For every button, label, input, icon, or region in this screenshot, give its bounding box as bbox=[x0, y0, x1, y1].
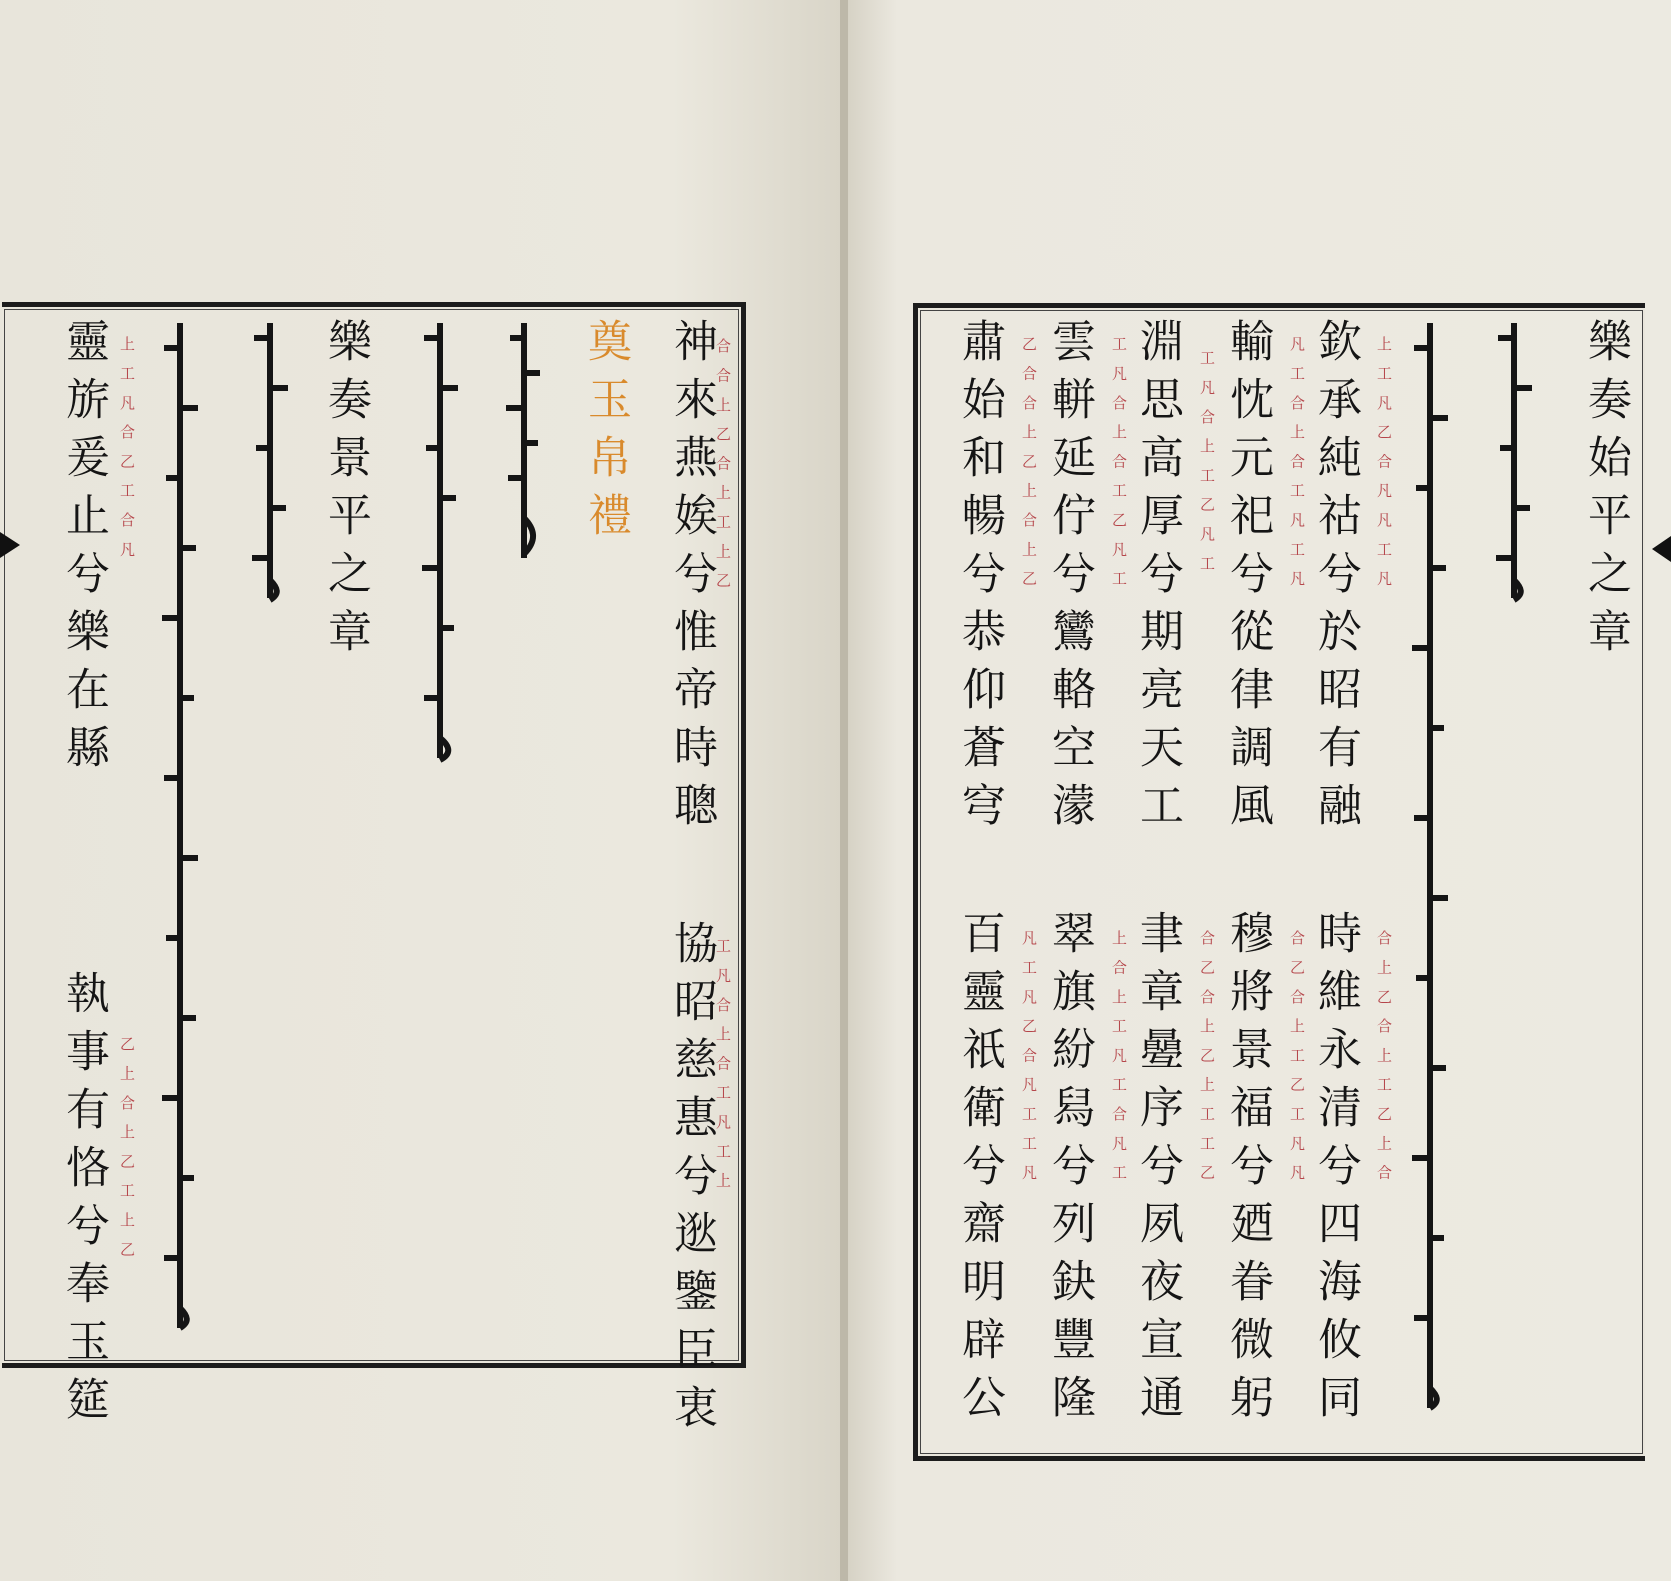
left-page-border bbox=[2, 302, 746, 1368]
left-column-1-lower: 協昭慈惠兮逖鑒臣衷 bbox=[666, 920, 717, 1442]
right-notes-10: 凡工凡乙合凡工工凡 bbox=[1020, 930, 1038, 1194]
manchu-script-column bbox=[240, 318, 310, 608]
left-notes-6: 乙上合上乙工上乙 bbox=[118, 1036, 136, 1271]
right-notes-9: 乙合合上乙上合上乙 bbox=[1020, 336, 1038, 600]
right-notes-6: 合乙合上乙上工工乙 bbox=[1198, 930, 1216, 1194]
right-column-7: 雲軿延佇兮鸞輅空濛 bbox=[1044, 318, 1095, 840]
right-notes-3: 凡工合上合工凡工凡 bbox=[1288, 336, 1306, 600]
manchu-script-column bbox=[1484, 318, 1554, 608]
right-notes-1: 上工凡乙合凡凡工凡 bbox=[1375, 336, 1393, 600]
manchu-script-column bbox=[494, 318, 564, 568]
section-title-offering: 奠玉帛禮 bbox=[580, 318, 631, 550]
manchu-script-column bbox=[1400, 318, 1470, 1418]
right-column-6: 聿章㬪序兮夙夜宣通 bbox=[1132, 910, 1183, 1432]
right-notes-7: 工凡合上合工乙凡工 bbox=[1110, 336, 1128, 600]
left-column-5: 靈旂爰止兮樂在縣 bbox=[58, 318, 109, 782]
right-page-title: 樂奏始平之章 bbox=[1580, 318, 1631, 666]
section-title-music: 樂奏景平之章 bbox=[320, 318, 371, 666]
left-column-1-upper: 神來燕娭兮惟帝時聰 bbox=[666, 318, 717, 840]
manchu-script-column bbox=[410, 318, 480, 768]
right-column-1: 欽承純祜兮於昭有融 bbox=[1310, 318, 1361, 840]
right-notes-5: 工凡合上工乙凡工 bbox=[1198, 350, 1216, 585]
right-column-9: 肅始和暢兮恭仰蒼穹 bbox=[954, 318, 1005, 840]
right-column-10: 百靈祇衛兮齋明辟公 bbox=[954, 910, 1005, 1432]
left-fishtail-mark bbox=[0, 532, 20, 558]
right-notes-8: 上合上工凡工合凡工 bbox=[1110, 930, 1128, 1194]
right-column-4: 穆將景福兮廼眷微躬 bbox=[1222, 910, 1273, 1432]
right-notes-2: 合上乙合上工乙上合 bbox=[1375, 930, 1393, 1194]
right-fishtail-mark bbox=[1652, 536, 1671, 562]
book-gutter bbox=[840, 0, 848, 1581]
left-notes-1-upper: 合合上乙合上工上乙 bbox=[714, 338, 732, 602]
right-column-2: 時維永清兮四海攸同 bbox=[1310, 910, 1361, 1432]
manchu-script-column bbox=[150, 318, 220, 1338]
right-column-5: 淵思高厚兮期亮天工 bbox=[1132, 318, 1183, 840]
left-notes-5: 上工凡合乙工合凡 bbox=[118, 336, 136, 571]
left-notes-1-lower: 工凡合上合工凡工上 bbox=[714, 938, 732, 1202]
right-column-8: 翠旗紛舄兮列鈌豐隆 bbox=[1044, 910, 1095, 1432]
right-column-3: 輸忱元祀兮從律調風 bbox=[1222, 318, 1273, 840]
right-notes-4: 合乙合上工乙工凡凡 bbox=[1288, 930, 1306, 1194]
left-column-6: 執事有恪兮奉玉筵 bbox=[58, 970, 109, 1434]
